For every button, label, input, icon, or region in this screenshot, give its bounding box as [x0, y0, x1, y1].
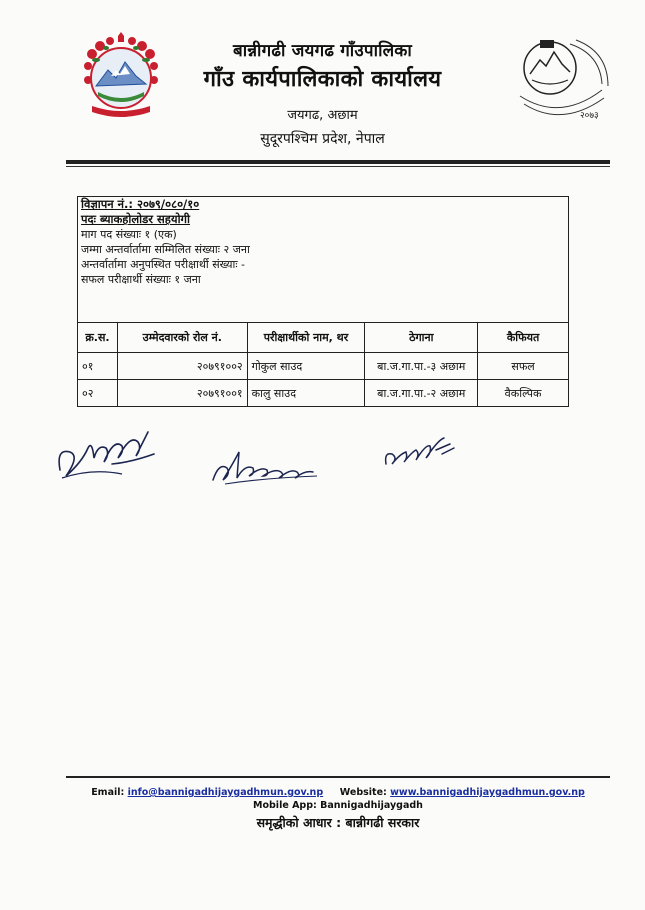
advertisement-number: विज्ञापन नं.: २०७९/०८०/१० [81, 197, 200, 211]
office-location: जयगढ, अछाम [287, 108, 358, 123]
office-name: गाँउ कार्यपालिकाको कार्यालय [203, 67, 442, 92]
table-row [78, 380, 569, 407]
header-candidate-name: परीक्षार्थीको नाम, थर [247, 323, 365, 353]
header-address: ठेगाना [365, 323, 478, 353]
motto-text: समृद्धीको आधार : बान्नीगढी सरकार [256, 815, 420, 830]
signature-2 [205, 440, 330, 490]
svg-text:२०७३: २०७३ [580, 111, 599, 121]
header-divider-thin [66, 166, 610, 167]
passed-count: सफल परीक्षार्थी संख्याः १ जना [81, 273, 201, 286]
serial-cell: ०१ [78, 353, 118, 380]
roll-number-cell: २०७९१००२ [117, 353, 247, 380]
address-cell: बा.ज.गा.पा.-२ अछाम [365, 380, 478, 407]
remark-cell: वैकल्पिक [478, 380, 569, 407]
mobile-app-text: Mobile App: Bannigadhijaygadh [253, 800, 423, 811]
post-title: पदः ब्याकहोलोडर सहयोगी [81, 212, 190, 226]
absent-count: अन्तर्वार्तामा अनुपस्थित परीक्षार्थी संख्याः - [81, 258, 246, 271]
signature-3 [380, 430, 460, 475]
website-label: Website: [339, 787, 387, 798]
municipality-seal-logo [510, 34, 610, 126]
header-divider-thick [66, 160, 610, 164]
roll-number-cell: २०७९१००१ [117, 380, 247, 407]
table-row [78, 353, 569, 380]
signature-1 [52, 418, 162, 488]
footer-divider [66, 776, 610, 778]
header-remarks: कैफियत [478, 323, 569, 353]
email-label: Email: [91, 787, 125, 798]
serial-cell: ०२ [78, 380, 118, 407]
header-roll-number: उम्मेदवारको रोल नं. [117, 323, 247, 353]
interviewed-count: जम्मा अन्तर्वार्तामा सम्मिलित संख्याः २ जना [81, 243, 250, 256]
website-link[interactable]: www.bannigadhijaygadhmun.gov.np [390, 787, 585, 798]
table-header-row [78, 323, 569, 353]
remark-cell: सफल [478, 353, 569, 380]
address-cell: बा.ज.गा.पा.-३ अछाम [365, 353, 478, 380]
municipality-name: बान्नीगढी जयगढ गाँउपालिका [233, 41, 412, 61]
demand-count: माग पद संख्याः १ (एक) [81, 228, 177, 241]
province-country: सुदूरपश्चिम प्रदेश, नेपाल [260, 131, 385, 147]
candidate-name-cell: गोकुल साउद [247, 353, 365, 380]
results-table [77, 322, 569, 407]
email-link[interactable]: info@bannigadhijaygadhmun.gov.np [127, 787, 324, 798]
candidate-name-cell: कालु साउद [247, 380, 365, 407]
notice-details [77, 196, 569, 322]
letterhead [150, 38, 495, 148]
header-serial: क्र.स. [78, 323, 118, 353]
footer [66, 786, 610, 831]
